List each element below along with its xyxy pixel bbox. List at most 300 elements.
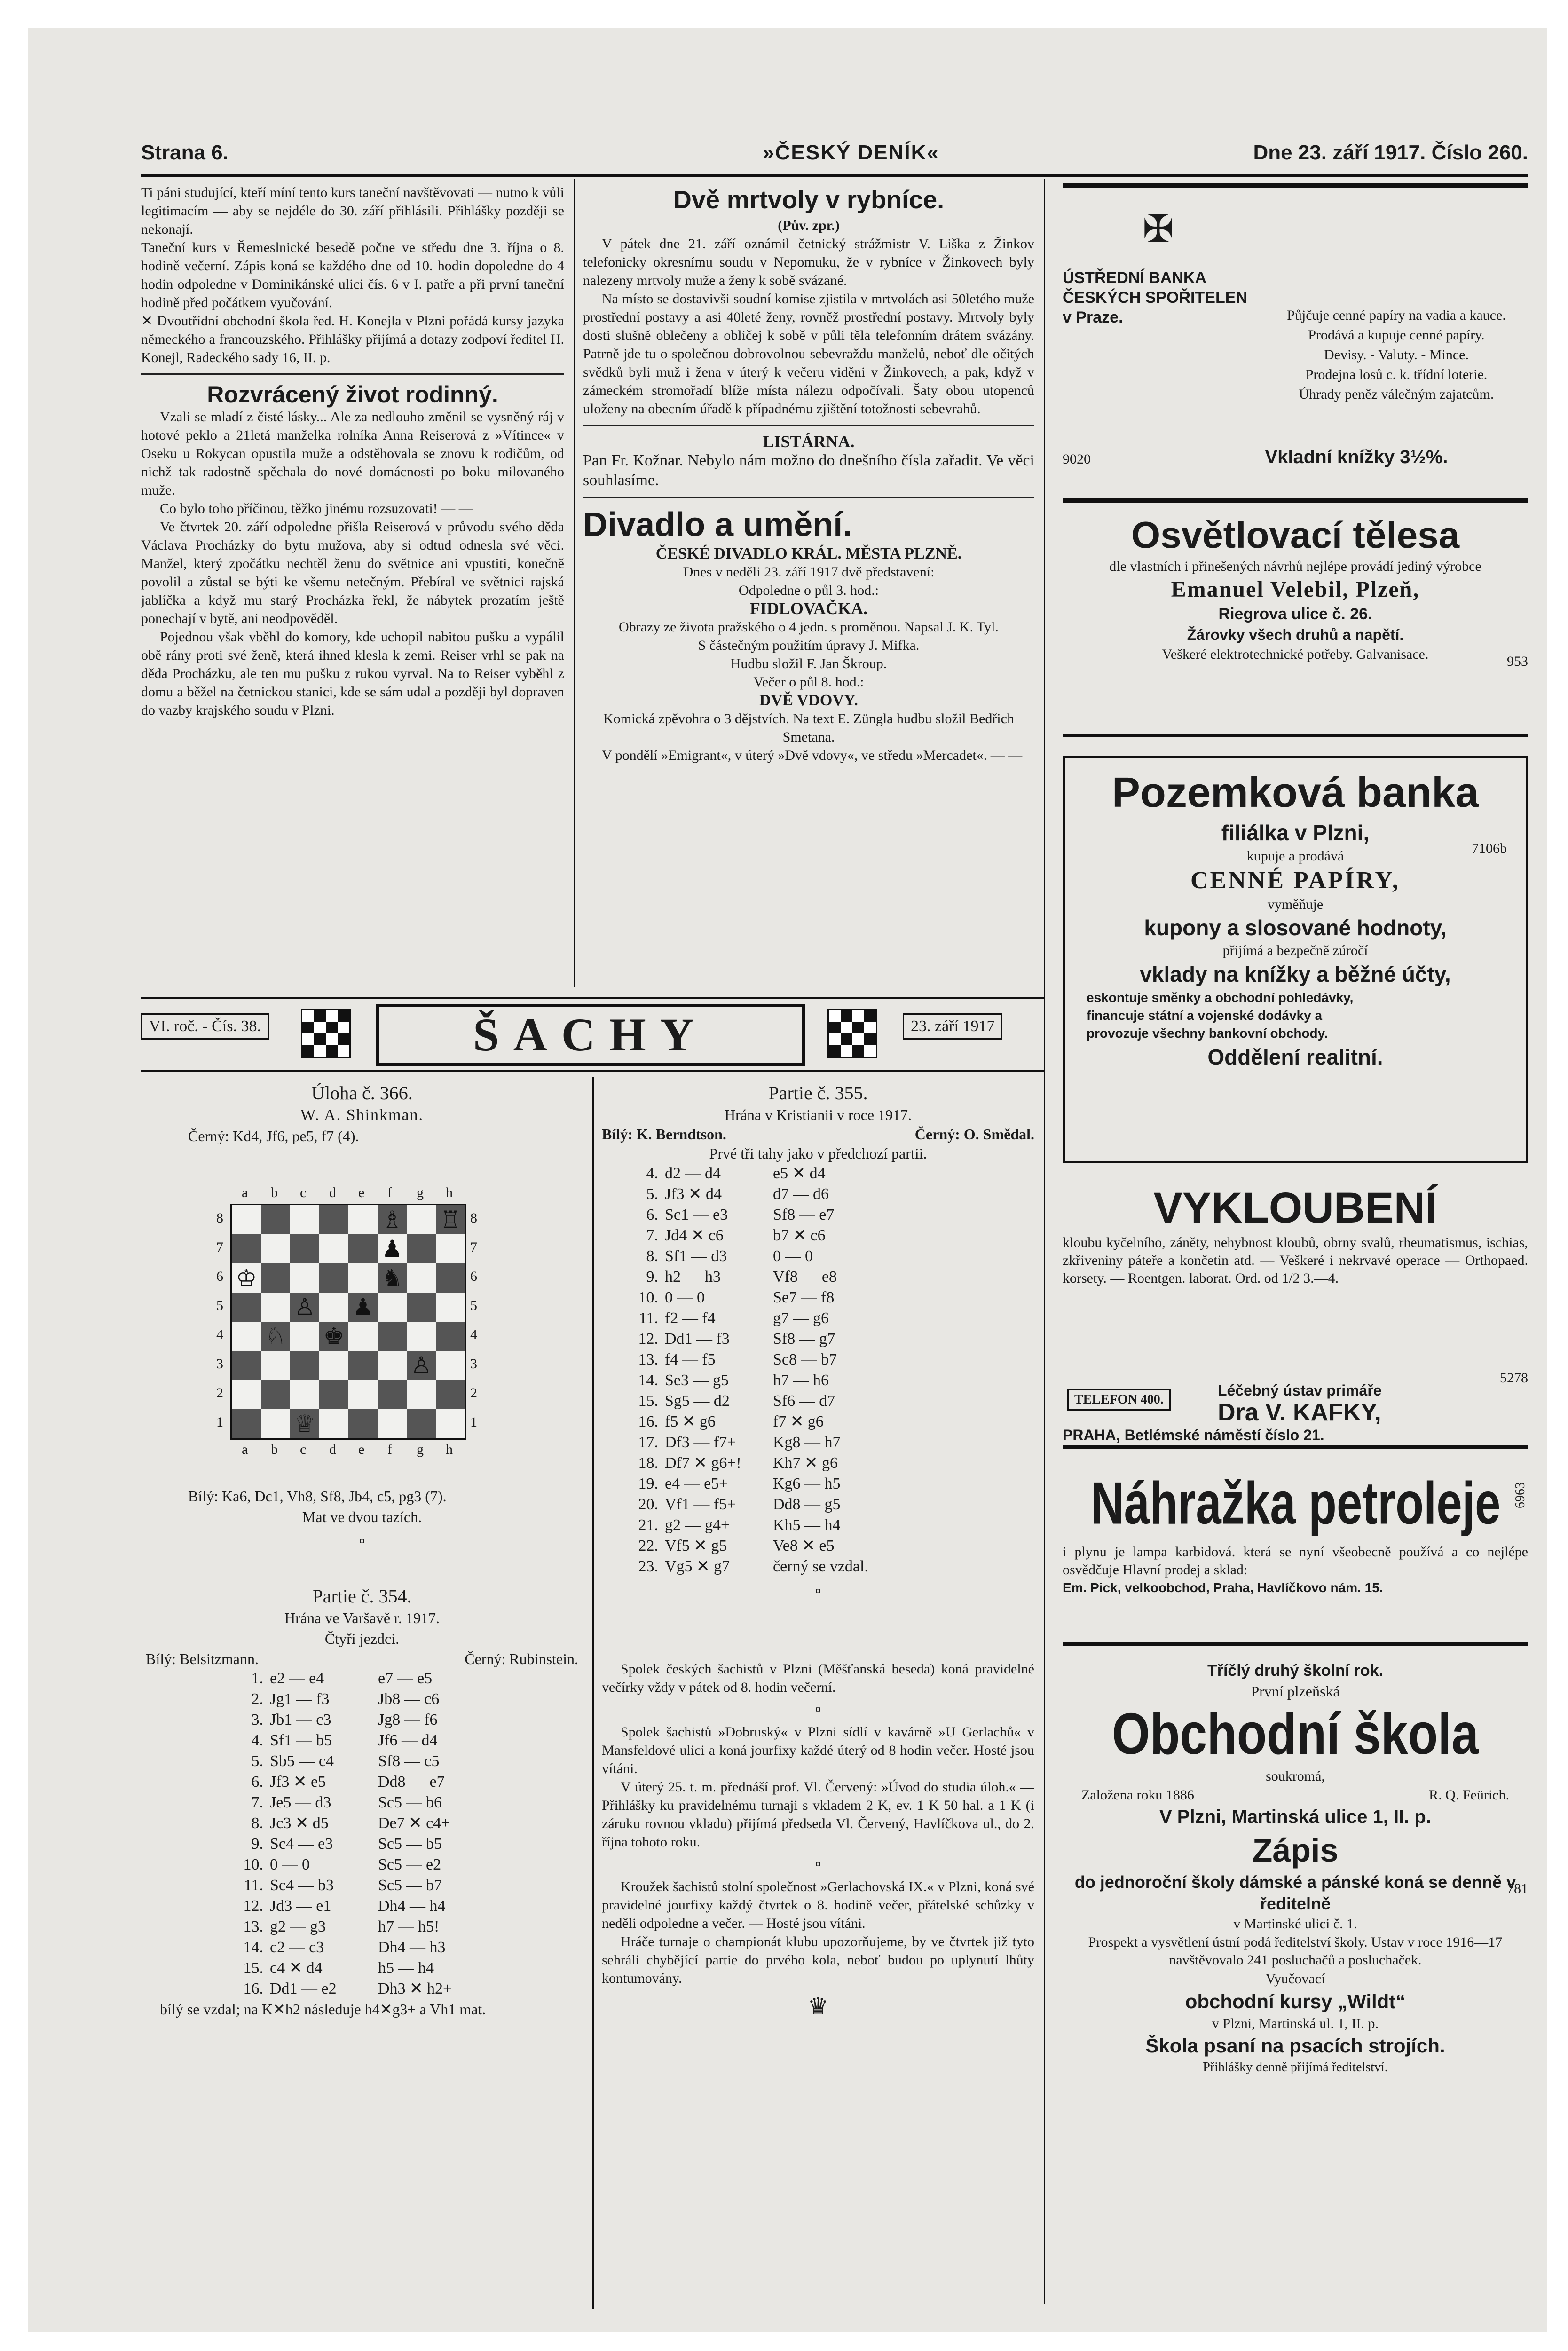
ad-title: Obchodní škola bbox=[1111, 1701, 1479, 1767]
separator-icon: ▫ bbox=[815, 1701, 821, 1718]
board-square bbox=[436, 1380, 465, 1409]
white-move: Sf1 — d3 bbox=[665, 1247, 727, 1265]
newspaper-page bbox=[28, 28, 1547, 2332]
move-row bbox=[621, 1453, 1034, 1474]
black-move: h7 — h5! bbox=[378, 1918, 440, 1935]
rank-label: 4 bbox=[216, 1327, 223, 1342]
file-label: b bbox=[271, 1442, 278, 1457]
service-line: Prodejna losů c. k. třídní loterie. bbox=[1305, 367, 1488, 382]
ad-osvetlovaci-telesa bbox=[1063, 513, 1528, 737]
black-move: Jf6 — d4 bbox=[378, 1732, 438, 1749]
move-number: 12. bbox=[243, 1897, 263, 1915]
black-move: b7 ✕ c6 bbox=[773, 1227, 826, 1244]
column-1 bbox=[141, 183, 564, 983]
board-square bbox=[407, 1293, 436, 1322]
club-notice: V úterý 25. t. m. přednáší prof. Vl. Červený: »Úvod do studia úloh.« — Přihlášky ku pravidelnému turnaji s vkladem 2 K, ev. 1 K 50 hal. a 1 K (i záruku rovnou vkladu) přijímá předseda Vl. Červený, Havlíčkova ul., do 2. října tohoto roku. bbox=[602, 1779, 1034, 1850]
white-move: e4 — e5+ bbox=[665, 1475, 728, 1492]
separator-icon: ▫ bbox=[815, 1855, 821, 1873]
black-move: Sf8 — c5 bbox=[378, 1752, 440, 1770]
ad-code: 5278 bbox=[1500, 1370, 1528, 1386]
players bbox=[141, 1649, 583, 1668]
issue-date: Dne 23. září 1917. Číslo 260. bbox=[1253, 141, 1528, 164]
game-354 bbox=[141, 1585, 583, 2318]
service-line: Prodává a kupuje cenné papíry. bbox=[1308, 327, 1485, 343]
white-move: Jd3 — e1 bbox=[270, 1897, 331, 1915]
board-square bbox=[407, 1322, 436, 1351]
board-square bbox=[261, 1263, 290, 1293]
ad-code: 9020 bbox=[1063, 451, 1091, 467]
crown-ornament-icon: ♛ bbox=[807, 1993, 829, 2020]
club-notice: Hráče turnaje o championát klubu upozorňujeme, by ve čtvrtek již tyto sehráli chybějící partie do prvého kola, neboť budou po uplynutí lhůty kontumovány. bbox=[602, 1934, 1034, 1986]
board-square bbox=[261, 1351, 290, 1380]
ad-code: 953 bbox=[1507, 654, 1528, 669]
black-move: Dd8 — e7 bbox=[378, 1773, 445, 1791]
paragraph: Obrazy ze života pražského o 4 jedn. s proměnou. Napsal J. K. Tyl. bbox=[619, 619, 999, 635]
play-title: FIDLOVAČKA. bbox=[749, 599, 868, 618]
ad-text: eskontuje směnky a obchodní pohledávky, bbox=[1087, 990, 1354, 1005]
board-square bbox=[290, 1380, 319, 1409]
black-move: g7 — g6 bbox=[773, 1310, 829, 1327]
board-square bbox=[319, 1293, 348, 1322]
ad-name: Dra V. KAFKY, bbox=[1218, 1399, 1381, 1426]
file-label: b bbox=[271, 1185, 278, 1200]
black-player: Černý: Rubinstein. bbox=[465, 1650, 578, 1667]
board-square bbox=[407, 1409, 436, 1438]
separator-icon: ▫ bbox=[815, 1582, 821, 1600]
ad-text: financuje státní a vojenské dodávky a bbox=[1087, 1008, 1323, 1023]
move-number: 10. bbox=[243, 1856, 263, 1873]
rank-label: 8 bbox=[470, 1210, 477, 1226]
black-move: Sc5 — e2 bbox=[378, 1856, 441, 1873]
move-row bbox=[621, 1205, 1034, 1225]
board-square bbox=[261, 1409, 290, 1438]
board-square bbox=[348, 1205, 378, 1234]
move-row bbox=[226, 1958, 583, 1979]
board-square bbox=[319, 1263, 348, 1293]
black-move: 0 — 0 bbox=[773, 1247, 813, 1265]
file-label: g bbox=[417, 1442, 424, 1457]
board-square bbox=[378, 1351, 407, 1380]
service-line: Devisy. - Valuty. - Mince. bbox=[1324, 347, 1469, 363]
article-subtitle: (Pův. zpr.) bbox=[778, 218, 840, 233]
white-move: f4 — f5 bbox=[665, 1351, 716, 1368]
file-label: c bbox=[300, 1185, 307, 1200]
move-row bbox=[621, 1494, 1034, 1515]
move-number: 7. bbox=[646, 1227, 658, 1244]
move-row bbox=[621, 1246, 1034, 1267]
ad-text: Škola psaní na psacích strojích. bbox=[1145, 2035, 1445, 2057]
ad-text: Léčebný ústav primáře bbox=[1218, 1382, 1382, 1399]
board-square bbox=[232, 1293, 261, 1322]
move-number: 6. bbox=[646, 1206, 658, 1223]
move-number: 5. bbox=[251, 1752, 263, 1770]
move-row bbox=[621, 1163, 1034, 1184]
board-square bbox=[319, 1409, 348, 1438]
problem-title: Úloha č. 366. bbox=[311, 1082, 413, 1104]
column-2 bbox=[583, 183, 1034, 983]
column-divider bbox=[1044, 179, 1045, 2304]
sachy-title: ŠACHY bbox=[376, 1004, 805, 1066]
white-move: Sc1 — e3 bbox=[665, 1206, 728, 1223]
rank-label: 8 bbox=[216, 1210, 223, 1226]
problem-task: Mat ve dvou tazích. bbox=[302, 1508, 422, 1525]
ad-title: Osvětlovací tělesa bbox=[1131, 514, 1460, 556]
ad-text: R. Q. Feürich. bbox=[1429, 1787, 1509, 1803]
file-label: f bbox=[387, 1185, 392, 1200]
theatre-name: ČESKÉ DIVADLO KRÁL. MĚSTA PLZNĚ. bbox=[655, 545, 962, 562]
chess-piece-icon: ♞ bbox=[381, 1265, 403, 1291]
ad-text: CENNÉ PAPÍRY, bbox=[1190, 867, 1400, 894]
move-row bbox=[226, 1772, 583, 1792]
ad-text: Oddělení realitní. bbox=[1207, 1045, 1383, 1069]
white-move: Jd4 ✕ c6 bbox=[665, 1227, 724, 1244]
move-number: 8. bbox=[251, 1815, 263, 1832]
chess-board bbox=[230, 1204, 466, 1440]
move-number: 11. bbox=[638, 1310, 658, 1327]
rank-label: 6 bbox=[470, 1269, 477, 1284]
paragraph: V pondělí »Emigrant«, v úterý »Dvě vdovy«, ve středu »Mercadet«. — — bbox=[602, 748, 1023, 763]
game-place: Hrána ve Varšavě r. 1917. bbox=[284, 1609, 440, 1626]
volume-box: VI. roč. - Čís. 38. bbox=[141, 1013, 269, 1040]
paragraph: Komická zpěvohra o 3 dějstvích. Na text E. Züngla hudbu složil Bedřich Smetana. bbox=[603, 711, 1014, 745]
chess-piece-icon: ♔ bbox=[236, 1265, 257, 1291]
paragraph: Večer o půl 8. hod.: bbox=[753, 674, 864, 690]
move-number: 15. bbox=[638, 1392, 658, 1410]
rank-label: 1 bbox=[470, 1414, 477, 1430]
white-pieces: Bílý: Ka6, Dc1, Vh8, Sf8, Jb4, c5, pg3 (7). bbox=[188, 1488, 447, 1505]
file-label: d bbox=[329, 1442, 336, 1457]
white-move: Je5 — d3 bbox=[270, 1794, 331, 1811]
paragraph: Co bylo toho příčinou, těžko jinému rozsuzovati! — — bbox=[160, 501, 473, 516]
black-move: Kh5 — h4 bbox=[773, 1516, 841, 1534]
ad-text: Prospekt a vysvětlení ústní podá ředitelství školy. Ustav v roce 1916—17 navštěvovalo 241 posluchačů a posluchaček. bbox=[1088, 1934, 1503, 1968]
club-notice: Kroužek šachistů stolní společnost »Gerlachovská IX.« v Plzni, koná své pravidelné jourfixy každý čtvrtek o 8. hodině večer, přátelské schůzky v neděli odpoledne a večer. — Hosté jsou vítáni. bbox=[602, 1879, 1034, 1931]
move-row bbox=[226, 1730, 583, 1751]
board-square bbox=[261, 1234, 290, 1263]
board-square bbox=[319, 1234, 348, 1263]
move-number: 16. bbox=[243, 1980, 263, 1997]
game-title: Partie č. 355. bbox=[768, 1082, 868, 1104]
file-label: f bbox=[387, 1442, 392, 1457]
white-move: g2 — g4+ bbox=[665, 1516, 730, 1534]
black-move: Ve8 ✕ e5 bbox=[773, 1537, 835, 1554]
black-move: Sf8 — e7 bbox=[773, 1206, 835, 1223]
move-number: 4. bbox=[646, 1165, 658, 1182]
white-move: h2 — h3 bbox=[665, 1268, 721, 1286]
chess-piece-icon: ♟ bbox=[381, 1236, 403, 1262]
file-label: c bbox=[300, 1442, 307, 1457]
move-number: 8. bbox=[646, 1247, 658, 1265]
black-move: Dh3 ✕ h2+ bbox=[378, 1980, 452, 1997]
move-row bbox=[621, 1225, 1034, 1246]
game-note: Prvé tři tahy jako v předchozí partii. bbox=[709, 1145, 927, 1162]
move-row bbox=[226, 1689, 583, 1710]
ad-title: Zápis bbox=[1252, 1832, 1339, 1869]
page-content bbox=[141, 113, 1528, 2323]
rank-label: 5 bbox=[216, 1298, 223, 1313]
white-move: Jb1 — c3 bbox=[270, 1711, 331, 1728]
column-3-ads bbox=[1063, 183, 1528, 2318]
black-move: Kg8 — h7 bbox=[773, 1434, 841, 1451]
move-row bbox=[621, 1556, 1034, 1577]
rank-label: 6 bbox=[216, 1269, 223, 1284]
ad-text: Přihlášky denně přijímá ředitelství. bbox=[1203, 2060, 1388, 2075]
chess-piece-icon: ♗ bbox=[381, 1207, 403, 1233]
game-355 bbox=[602, 1081, 1034, 1646]
chessboard-icon bbox=[827, 1009, 877, 1058]
board-square bbox=[290, 1322, 319, 1351]
ad-ustredni-banka bbox=[1063, 183, 1528, 503]
black-move: Dh4 — h4 bbox=[378, 1897, 446, 1915]
ad-text: v Martinské ulici č. 1. bbox=[1233, 1916, 1357, 1932]
board-square bbox=[348, 1351, 378, 1380]
move-row bbox=[226, 1875, 583, 1896]
board-square bbox=[261, 1293, 290, 1322]
move-number: 19. bbox=[638, 1475, 658, 1492]
ad-address: PRAHA, Betlémské náměstí číslo 21. bbox=[1063, 1427, 1324, 1444]
move-number: 16. bbox=[638, 1413, 658, 1430]
ad-title: Pozemková banka bbox=[1111, 769, 1479, 816]
ad-code: 7106b bbox=[1472, 841, 1507, 856]
white-move: d2 — d4 bbox=[665, 1165, 721, 1182]
ad-vykloubeni bbox=[1063, 1182, 1528, 1449]
board-square bbox=[436, 1234, 465, 1263]
rank-label: 2 bbox=[470, 1385, 477, 1401]
black-move: Se7 — f8 bbox=[773, 1289, 835, 1306]
ad-address: Riegrova ulice č. 26. bbox=[1218, 605, 1372, 623]
board-square bbox=[232, 1380, 261, 1409]
move-number: 20. bbox=[638, 1496, 658, 1513]
black-move: d7 — d6 bbox=[773, 1185, 829, 1203]
chess-piece-icon: ♕ bbox=[294, 1411, 315, 1437]
file-label: a bbox=[242, 1442, 248, 1457]
move-row bbox=[621, 1349, 1034, 1370]
game-place: Hrána v Kristianii v roce 1917. bbox=[724, 1106, 912, 1123]
move-list bbox=[141, 1668, 583, 1999]
club-notice: Spolek českých šachistů v Plzni (Měšťanská beseda) koná pravidelné večírky vždy v pátek od 8. hodin večerní. bbox=[602, 1661, 1034, 1695]
board-square bbox=[407, 1380, 436, 1409]
game-result: bílý se vzdal; na K✕h2 následuje h4✕g3+ a Vh1 mat. bbox=[160, 2001, 486, 2018]
white-move: f5 ✕ g6 bbox=[665, 1413, 716, 1430]
move-number: 4. bbox=[251, 1732, 263, 1749]
white-move: Vf5 ✕ g5 bbox=[665, 1537, 727, 1554]
paragraph: Dnes v neděli 23. září 1917 dvě představení: bbox=[683, 564, 935, 580]
paragraph: Na místo se dostavivši soudní komise zjistila v mrtvolách asi 50letého muže prostřední postavy a asi 40leté ženy, rovněž prostřední postavy. Mrtvoly byly dosti slušně oblečeny a obličej k sobě v půli těla telefonním drátem svázány. Patrně jde tu o společnou dobrovolnou sebevraždu manželů, neboť dle očitých svědků byli muž i žena v úterý k večeru viděni v Žinkovech, a pak, když v zámeckém stromořadí blíže místa nálezu odpočívali. Šaty obou utopenců uloženy na obecním úřadě k případnému zjištění totožnosti sebevrahů. bbox=[583, 291, 1034, 417]
board-square bbox=[436, 1263, 465, 1293]
file-label: d bbox=[329, 1185, 336, 1200]
move-number: 17. bbox=[638, 1434, 658, 1451]
move-number: 9. bbox=[646, 1268, 658, 1286]
header-rule bbox=[141, 174, 1528, 177]
rank-label: 5 bbox=[470, 1298, 477, 1313]
black-move: Sc8 — b7 bbox=[773, 1351, 837, 1368]
move-number: 23. bbox=[638, 1558, 658, 1575]
chess-piece-icon: ♙ bbox=[410, 1352, 432, 1379]
move-number: 3. bbox=[251, 1711, 263, 1728]
file-label: e bbox=[358, 1185, 365, 1200]
column-divider bbox=[592, 1077, 594, 2309]
ad-row bbox=[1063, 1786, 1528, 1805]
ad-name: Emanuel Velebil, Plzeň, bbox=[1171, 577, 1420, 602]
rank-label: 3 bbox=[470, 1356, 477, 1372]
move-row bbox=[226, 1668, 583, 1689]
board-square bbox=[348, 1234, 378, 1263]
paragraph: Pojednou však vběhl do komory, kde uchopil nabitou pušku a vypálil obě rány proti své ženě, která ihned klesla k zemi. Reiser vrhl se pak na děda Procházku, ale ten mu pušku z rukou vyrval. Na to Reiser vyběhl z domu a běžel na četnickou stanici, kde se sám udal a později byl dopraven do vazby krajského soudu v Plzni. bbox=[141, 629, 564, 718]
section-title: Divadlo a umění. bbox=[583, 506, 852, 544]
file-label: g bbox=[417, 1185, 424, 1200]
move-row bbox=[226, 1751, 583, 1772]
white-player: Bílý: K. Berndtson. bbox=[602, 1126, 726, 1143]
ad-code: 781 bbox=[1507, 1881, 1528, 1896]
move-number: 11. bbox=[244, 1877, 263, 1894]
white-move: Jg1 — f3 bbox=[270, 1690, 330, 1708]
paragraph: Odpoledne o půl 3. hod.: bbox=[738, 583, 879, 598]
article-title: Rozvrácený život rodinný. bbox=[207, 381, 498, 408]
ad-text: soukromá, bbox=[1266, 1768, 1325, 1784]
white-move: Vg5 ✕ g7 bbox=[665, 1558, 730, 1575]
black-move: Sf8 — g7 bbox=[773, 1330, 835, 1348]
ad-text: vklady na knížky a běžné účty, bbox=[1140, 962, 1451, 986]
paragraph: Taneční kurs v Řemeslnické besedě počne ve středu dne 3. října o 8. hodině večerní. Zápis koná se každého dne od 10. hodin dopoledne do 4 hodin odpoledne v Dominikánské ulici čís. 6 v I. patře a při první taneční hodině před počátkem vyučování. bbox=[141, 240, 564, 310]
emblem-icon: ✠ bbox=[1143, 209, 1174, 250]
board-square bbox=[290, 1205, 319, 1234]
board-square bbox=[319, 1351, 348, 1380]
black-move: f7 ✕ g6 bbox=[773, 1413, 824, 1430]
ad-text: Vyučovací bbox=[1265, 1971, 1325, 1987]
club-notice: Spolek šachistů »Dobruský« v Plzni sídlí v kavárně »U Gerlachů« v Mansfeldové ulici a koná jourfixy každé úterý od 8 hodin večer. Hosté jsou vítáni. bbox=[602, 1724, 1034, 1776]
section-title: LISTÁRNA. bbox=[763, 432, 855, 451]
board-square bbox=[232, 1322, 261, 1351]
white-move: Sc4 — b3 bbox=[270, 1877, 334, 1894]
page-header bbox=[141, 141, 1528, 179]
black-move: De7 ✕ c4+ bbox=[378, 1815, 450, 1832]
ad-title: VYKLOUBENÍ bbox=[1153, 1184, 1437, 1232]
board-square bbox=[378, 1409, 407, 1438]
board-square bbox=[436, 1322, 465, 1351]
board-square bbox=[232, 1351, 261, 1380]
white-move: Jf3 ✕ e5 bbox=[270, 1773, 326, 1791]
file-label: h bbox=[446, 1442, 453, 1457]
move-row bbox=[226, 1834, 583, 1854]
white-move: f2 — f4 bbox=[665, 1310, 716, 1327]
article-title: Dvě mrtvoly v rybníce. bbox=[673, 186, 945, 214]
board-square bbox=[348, 1409, 378, 1438]
divider bbox=[141, 373, 564, 375]
black-move: h5 — h4 bbox=[378, 1959, 434, 1977]
board-square bbox=[407, 1234, 436, 1263]
black-move: e5 ✕ d4 bbox=[773, 1165, 826, 1182]
black-move: Kh7 ✕ g6 bbox=[773, 1454, 838, 1472]
board-square bbox=[378, 1322, 407, 1351]
problem-author: W. A. Shinkman. bbox=[300, 1106, 424, 1124]
file-label: h bbox=[446, 1185, 453, 1200]
black-move: e7 — e5 bbox=[378, 1670, 433, 1687]
board-square bbox=[348, 1263, 378, 1293]
move-number: 1. bbox=[251, 1670, 263, 1687]
board-square bbox=[348, 1380, 378, 1409]
problem-366-footer bbox=[141, 1486, 583, 1580]
board-square bbox=[407, 1263, 436, 1293]
paragraph: Ve čtvrtek 20. září odpoledne přišla Reiserová v průvodu svého děda Václava Procházky do bytu mužova, aby si odtud odnesla své věci. Manžel, který zpočátku nechtěl ženu do světnice ani vpustiti, konečně povolil a zůstal se býti ke všemu netečným. Přebíral ve světnici rajská jablíčka a když mu starý Procházka řekl, že nábytek prozatím ještě ponechají v bytě, ani neodpověděl. bbox=[141, 519, 564, 626]
ad-text: obchodní kursy „Wildt“ bbox=[1185, 1990, 1406, 2012]
ad-text: provozuje všechny bankovní obchody. bbox=[1087, 1026, 1328, 1041]
move-row bbox=[226, 1792, 583, 1813]
black-move: Kg6 — h5 bbox=[773, 1475, 841, 1492]
board-square bbox=[290, 1263, 319, 1293]
move-row bbox=[621, 1287, 1034, 1308]
board-square bbox=[319, 1205, 348, 1234]
service-line: Půjčuje cenné papíry na vadia a kauce. bbox=[1287, 308, 1506, 323]
move-row bbox=[621, 1308, 1034, 1329]
move-number: 22. bbox=[638, 1537, 658, 1554]
ad-text: v Plzni, Martinská ul. 1, II. p. bbox=[1212, 2016, 1379, 2031]
board-square bbox=[261, 1205, 290, 1234]
chess-diagram bbox=[202, 1180, 531, 1509]
black-move: Dh4 — h3 bbox=[378, 1939, 446, 1956]
move-number: 6. bbox=[251, 1773, 263, 1791]
rank-label: 7 bbox=[216, 1239, 223, 1255]
ad-text: kloubu kyčelního, záněty, nehybnost kloubů, obrny svalů, rheumatismus, ischias, zkřiveniny páteře a končetin atd. — Veškeré i nekrvavé operace — Orthopaed. korsety. — Roentgen. laborat. Ord. od 1/2 3.—4. bbox=[1063, 1235, 1528, 1286]
ad-obchodni-skola bbox=[1063, 1660, 1528, 2177]
move-row bbox=[621, 1370, 1034, 1391]
board-square bbox=[348, 1322, 378, 1351]
move-row bbox=[226, 1854, 583, 1875]
white-move: g2 — g3 bbox=[270, 1918, 326, 1935]
board-square bbox=[290, 1234, 319, 1263]
newspaper-title: »ČESKÝ DENÍK« bbox=[763, 141, 939, 164]
black-move: Jb8 — c6 bbox=[378, 1690, 440, 1708]
move-number: 15. bbox=[243, 1959, 263, 1977]
file-label: e bbox=[358, 1442, 365, 1457]
move-row bbox=[621, 1267, 1034, 1287]
move-number: 21. bbox=[638, 1516, 658, 1534]
white-move: Jf3 ✕ d4 bbox=[665, 1185, 722, 1203]
move-row bbox=[621, 1329, 1034, 1349]
white-move: Sc4 — e3 bbox=[270, 1835, 333, 1853]
paragraph: Pan Fr. Kožnar. Nebylo nám možno do dnešního čísla zařadit. Ve věci souhlasíme. bbox=[583, 452, 1034, 489]
move-list bbox=[602, 1163, 1034, 1577]
rank-label: 4 bbox=[470, 1327, 477, 1342]
move-row bbox=[226, 1937, 583, 1958]
white-move: Dd1 — e2 bbox=[270, 1980, 337, 1997]
white-move: c2 — c3 bbox=[270, 1939, 324, 1956]
ad-subtitle: filiálka v Plzni, bbox=[1221, 820, 1370, 845]
move-number: 14. bbox=[243, 1939, 263, 1956]
ad-text: Žárovky všech druhů a napětí. bbox=[1187, 626, 1404, 643]
board-square bbox=[232, 1234, 261, 1263]
white-move: Se3 — g5 bbox=[665, 1372, 729, 1389]
move-row bbox=[621, 1515, 1034, 1536]
move-number: 7. bbox=[251, 1794, 263, 1811]
date-box: 23. září 1917 bbox=[903, 1013, 1002, 1040]
black-player: Černý: O. Smědal. bbox=[914, 1126, 1034, 1143]
black-move: černý se vzdal. bbox=[773, 1558, 868, 1575]
board-square bbox=[232, 1409, 261, 1438]
white-move: Sf1 — b5 bbox=[270, 1732, 332, 1749]
black-move: Vf8 — e8 bbox=[773, 1268, 837, 1286]
move-row bbox=[226, 1896, 583, 1917]
move-row bbox=[226, 1917, 583, 1937]
white-move: Df3 — f7+ bbox=[665, 1434, 736, 1451]
board-square bbox=[319, 1380, 348, 1409]
rank-label: 7 bbox=[470, 1239, 477, 1255]
game-title: Partie č. 354. bbox=[312, 1586, 412, 1607]
ad-text: První plzeňská bbox=[1251, 1683, 1340, 1700]
black-move: Sc5 — b6 bbox=[378, 1794, 442, 1811]
black-move: Dd8 — g5 bbox=[773, 1496, 841, 1513]
black-move: h7 — h6 bbox=[773, 1372, 829, 1389]
move-row bbox=[621, 1432, 1034, 1453]
